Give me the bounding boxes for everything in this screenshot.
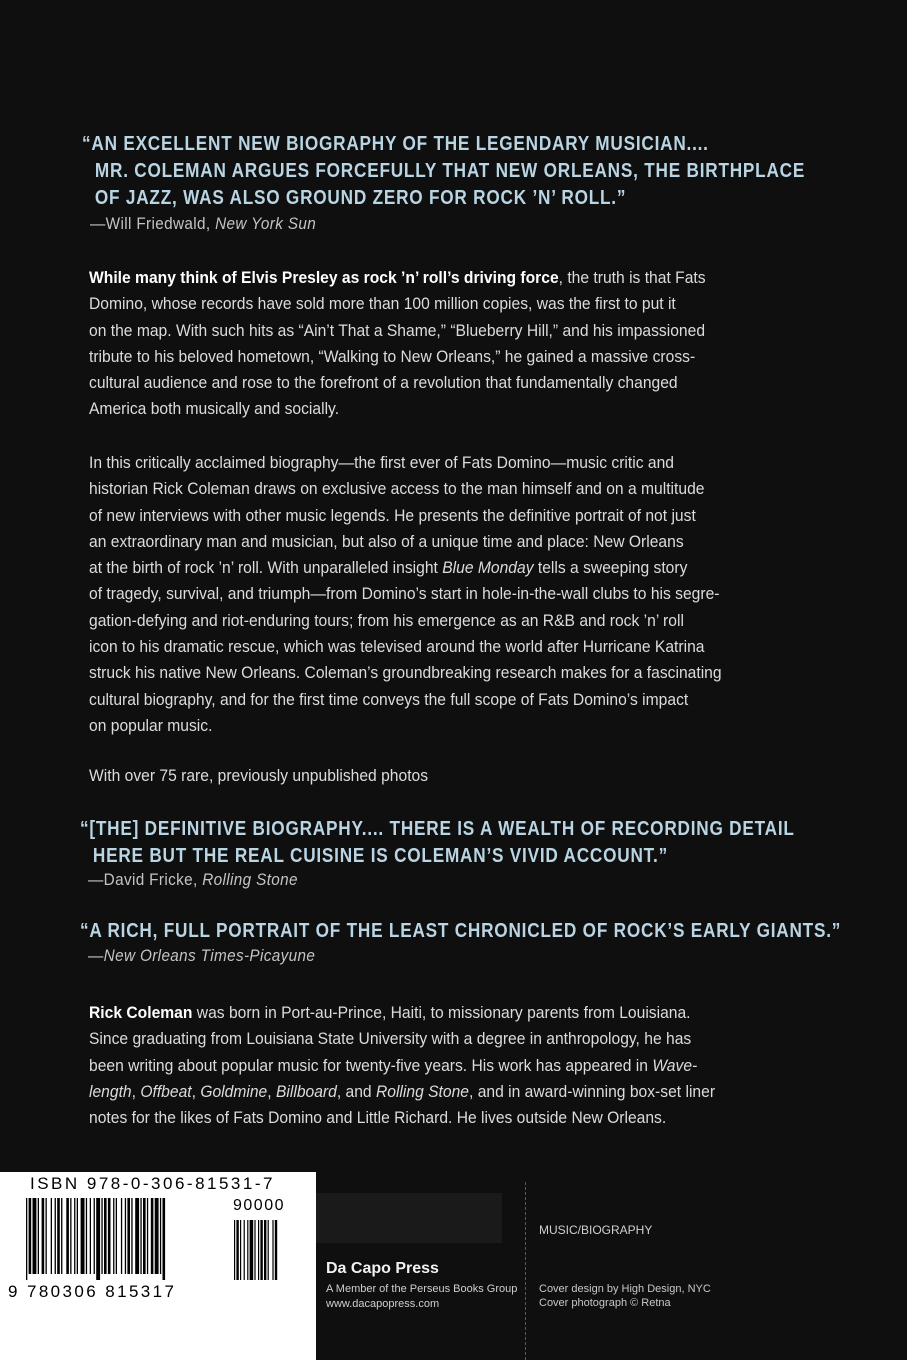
- description-paragraph-1: [89, 265, 706, 423]
- text-line: tribute to his beloved hometown, “Walking to New Orleans,” he gained a massive cross-: [89, 346, 696, 366]
- barcode-bar: [61, 1198, 62, 1274]
- barcode-bar: [121, 1198, 122, 1274]
- barcode-bar: [33, 1198, 37, 1274]
- cover-design-credit: Cover design by High Design, NYC: [539, 1283, 711, 1295]
- price-code: 90000: [233, 1197, 285, 1214]
- barcode-bar: [113, 1198, 114, 1274]
- category-label: MUSIC/BIOGRAPHY: [539, 1223, 653, 1237]
- barcode-bar: [163, 1198, 166, 1280]
- attribution-dash: —: [88, 946, 104, 965]
- barcode-bar: [244, 1220, 245, 1280]
- text: , the truth is that Fats: [558, 268, 706, 287]
- barcode-bar: [94, 1198, 95, 1274]
- separator: ,: [191, 1081, 201, 1101]
- barcode-bar: [90, 1198, 91, 1274]
- text-line: cultural audience and rose to the forefront of a revolution that fundamentally changed: [89, 373, 678, 393]
- text-line: an extraordinary man and musician, but also of a unique time and place: New Orleans: [89, 531, 684, 551]
- isbn-label: ISBN 978-0-306-81531-7: [30, 1174, 275, 1193]
- barcode-bar: [104, 1198, 107, 1274]
- barcode-bar: [101, 1198, 102, 1274]
- attribution-source: New York Sun: [215, 214, 317, 233]
- barcode-bar: [258, 1220, 259, 1280]
- pull-quote-3: [80, 918, 841, 945]
- publication-name: Goldmine: [200, 1081, 268, 1101]
- barcode-bar: [236, 1220, 238, 1280]
- barcode-bar: [26, 1198, 27, 1280]
- attribution-source: New Orleans Times-Picayune: [103, 946, 316, 965]
- text-line: Since graduating from Louisiana State University with a degree in anthropology, he has: [89, 1029, 692, 1049]
- barcode-bar: [42, 1198, 45, 1274]
- publication-name: Rolling Stone: [375, 1081, 470, 1101]
- text-line: In this critically acclaimed biography—the first ever of Fats Domino—music critic and: [89, 453, 674, 472]
- text: was born in Port-au-Prince, Haiti, to missionary parents from Louisiana.: [192, 1003, 691, 1022]
- barcode-bar: [260, 1220, 262, 1280]
- text-line: historian Rick Coleman draws on exclusive access to the man himself and on a multitude: [89, 479, 705, 499]
- decorative-block: [316, 1193, 502, 1243]
- quote-line: HERE BUT THE REAL CUISINE IS COLEMAN’S VIVID ACCOUNT.”: [92, 845, 668, 867]
- barcode-bar: [51, 1198, 52, 1274]
- barcode-bar: [116, 1198, 117, 1274]
- barcode-bar: [46, 1198, 47, 1274]
- quote-line: MR. COLEMAN ARGUES FORCEFULLY THAT NEW ORLEANS, THE BIRTHPLACE: [94, 160, 806, 182]
- text: , and in award-winning box-set liner: [469, 1081, 716, 1101]
- ean-digits: 9 780306 815317: [8, 1282, 177, 1301]
- publication-name: Wave-: [652, 1055, 698, 1075]
- barcode-bar: [38, 1198, 39, 1274]
- barcode-bar: [131, 1198, 132, 1274]
- barcode-bar: [234, 1220, 235, 1280]
- photos-note: [89, 763, 428, 789]
- quote-line: “[THE] DEFINITIVE BIOGRAPHY.... THERE IS A WEALTH OF RECORDING DETAIL: [80, 818, 795, 840]
- barcode-bar: [86, 1198, 87, 1274]
- barcode-bar: [127, 1198, 130, 1274]
- barcode-bar: [125, 1198, 126, 1274]
- publisher-member-line: A Member of the Perseus Books Group: [326, 1283, 518, 1295]
- dashed-divider: [525, 1182, 526, 1360]
- barcode-bar: [264, 1220, 266, 1280]
- text-line: America both musically and socially.: [89, 399, 340, 419]
- text-line: cultural biography, and for the first time conveys the full scope of Fats Domino’s impact: [89, 689, 689, 709]
- barcode-bar: [268, 1220, 269, 1280]
- barcode-bar: [140, 1198, 141, 1274]
- text-line: gation-defying and riot-enduring tours; from his emergence as an R&B and rock ’n’ roll: [89, 610, 684, 630]
- barcode-bar: [57, 1198, 60, 1274]
- barcode-bar: [143, 1198, 146, 1274]
- barcode-bar: [81, 1198, 85, 1274]
- publisher-name: Da Capo Press: [326, 1260, 439, 1277]
- barcode-bar: [272, 1220, 273, 1280]
- book-title: Blue Monday: [442, 558, 534, 578]
- barcode-bar: [77, 1198, 78, 1274]
- barcode-bar: [96, 1198, 100, 1280]
- text-line: Domino, whose records have sold more than 100 million copies, was the first to put it: [89, 294, 676, 314]
- pull-quote-2: [80, 816, 795, 870]
- separator: ,: [267, 1081, 276, 1101]
- quote-1-attribution: [90, 214, 316, 234]
- text: tells a sweeping story: [533, 558, 688, 578]
- publication-name: Billboard: [275, 1081, 337, 1101]
- barcode-bar: [108, 1198, 111, 1274]
- author-bio: [89, 1000, 715, 1131]
- barcode-bar: [254, 1220, 255, 1280]
- text-line: notes for the likes of Fats Domino and Little Richard. He lives outside New Orleans.: [89, 1108, 667, 1128]
- cover-photo-credit: Cover photograph © Retna: [539, 1297, 671, 1309]
- attribution-source: Rolling Stone: [202, 870, 298, 889]
- description-paragraph-2: [89, 450, 722, 739]
- attribution-name: —Will Friedwald,: [90, 214, 216, 233]
- text-line: struck his native New Orleans. Coleman’s groundbreaking research makes for a fascinating: [89, 663, 722, 683]
- barcode-bar: [240, 1220, 241, 1280]
- separator: , and: [336, 1081, 376, 1101]
- barcode-bar: [74, 1198, 75, 1274]
- barcode-bar: [155, 1198, 159, 1274]
- text-line: on the map. With such hits as “Ain’t That a Shame,” “Blueberry Hill,” and his impassioned: [89, 320, 706, 340]
- barcode-bar: [29, 1198, 32, 1274]
- barcode-bar: [160, 1198, 161, 1274]
- attribution-name: —David Fricke,: [88, 870, 203, 889]
- separator: ,: [131, 1081, 141, 1101]
- quote-line: “A RICH, FULL PORTRAIT OF THE LEAST CHRONICLED OF ROCK’S EARLY GIANTS.”: [80, 920, 842, 942]
- text-line: With over 75 rare, previously unpublished photos: [89, 766, 429, 785]
- quote-3-attribution: [88, 946, 315, 966]
- author-name: Rick Coleman: [89, 1003, 193, 1022]
- barcode-bar: [151, 1198, 154, 1274]
- quote-line: “AN EXCELLENT NEW BIOGRAPHY OF THE LEGENDARY MUSICIAN....: [82, 133, 709, 155]
- pull-quote-1: [82, 131, 805, 212]
- barcode-bar: [66, 1198, 69, 1274]
- barcode-bar: [275, 1220, 277, 1280]
- barcode-icon: [22, 1198, 292, 1280]
- publication-name: Offbeat: [140, 1081, 192, 1101]
- publication-name: length: [89, 1081, 132, 1101]
- publisher-url: www.dacapopress.com: [326, 1298, 440, 1310]
- quote-line: OF JAZZ, WAS ALSO GROUND ZERO FOR ROCK ’N’ ROLL.”: [94, 187, 627, 209]
- barcode-bar: [135, 1198, 139, 1274]
- text: at the birth of rock ’n’ roll. With unparalleled insight: [89, 558, 443, 578]
- barcode-bar: [147, 1198, 148, 1274]
- quote-2-attribution: [88, 870, 298, 890]
- lead-in: While many think of Elvis Presley as rock ’n’ roll’s driving force: [89, 268, 559, 287]
- barcode-bar: [55, 1198, 56, 1274]
- text-line: of new interviews with other music legends. He presents the definitive portrait of not just: [89, 505, 696, 525]
- text: been writing about popular music for twenty-five years. His work has appeared in: [89, 1055, 653, 1075]
- barcode-bar: [70, 1198, 71, 1274]
- text-line: icon to his dramatic rescue, which was televised around the world after Hurricane Katrina: [89, 637, 705, 657]
- text-line: on popular music.: [89, 715, 213, 735]
- barcode-bar: [250, 1220, 254, 1280]
- text-line: of tragedy, survival, and triumph—from Domino’s start in hole-in-the-wall clubs to his segre-: [89, 584, 720, 604]
- barcode-bar: [247, 1220, 248, 1280]
